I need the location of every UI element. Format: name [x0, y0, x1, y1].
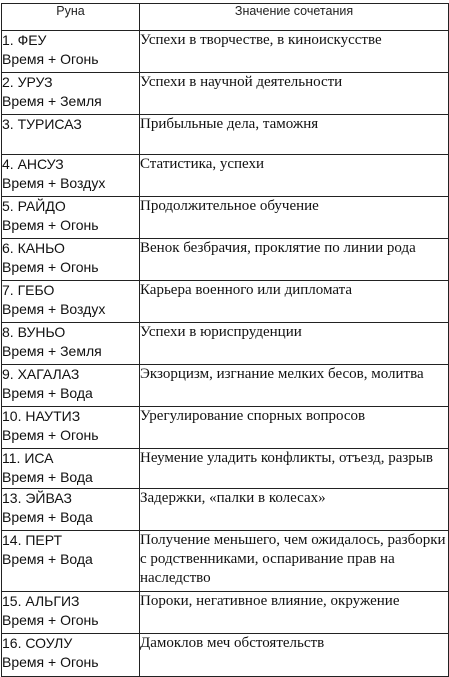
rune-cell: [2, 155, 140, 197]
meaning-cell: Урегулирование спорных вопросов: [140, 407, 449, 449]
meaning-cell: Получение меньшего, чем ожидалось, разборки с родственниками, оспаривание прав на наследство: [140, 531, 449, 592]
rune-cell: [2, 197, 140, 239]
rune-elements: Время + Земля: [2, 93, 102, 109]
meaning-cell: Экзорцизм, изгнание мелких бесов, молитва: [140, 365, 449, 407]
rune-meanings-table: [1, 3, 449, 677]
rune-elements: Время + Огонь: [2, 612, 99, 628]
rune-elements: Время + Вода: [2, 469, 93, 485]
rune-elements: Время + Огонь: [2, 259, 99, 275]
table-row: [2, 239, 449, 281]
rune-elements: Время + Вода: [2, 551, 93, 567]
table-row: [2, 634, 449, 677]
rune-elements: Время + Огонь: [2, 51, 99, 67]
meaning-cell: Венок безбрачия, проклятие по линии рода: [140, 239, 449, 281]
rune-name: 11. ИСА: [2, 450, 54, 466]
rune-name: 8. ВУНЬО: [2, 324, 66, 340]
meaning-cell: Неумение уладить конфликты, отъезд, разрыв: [140, 449, 449, 489]
rune-cell: [2, 365, 140, 407]
rune-name: 15. АЛЬГИЗ: [2, 593, 80, 609]
rune-cell: [2, 634, 140, 677]
rune-elements: Время + Земля: [2, 343, 102, 359]
table-row: [2, 365, 449, 407]
table-body: [2, 31, 449, 677]
rune-name: 10. НАУТИЗ: [2, 408, 81, 424]
rune-name: 7. ГЕБО: [2, 282, 55, 298]
table-row: [2, 592, 449, 634]
rune-elements: Время + Огонь: [2, 427, 99, 443]
table-row: [2, 281, 449, 323]
rune-name: 16. СОУЛУ: [2, 635, 73, 651]
rune-cell: [2, 281, 140, 323]
table-header-row: [2, 4, 449, 31]
rune-elements: Время + Огонь: [2, 654, 99, 670]
meaning-cell: Статистика, успехи: [140, 155, 449, 197]
rune-elements: Время + Вода: [2, 385, 93, 401]
rune-name: 1. ФЕУ: [2, 32, 47, 48]
rune-cell: [2, 592, 140, 634]
rune-name: 3. ТУРИСАЗ: [2, 116, 82, 132]
meaning-cell: Успехи в юриспруденции: [140, 323, 449, 365]
rune-elements: Время + Воздух: [2, 301, 106, 317]
table-row: [2, 449, 449, 489]
header-meaning: Значение сочетания: [140, 4, 449, 31]
meaning-cell: Дамоклов меч обстоятельств: [140, 634, 449, 677]
meaning-cell: Успехи в творчестве, в киноискусстве: [140, 31, 449, 73]
table-row: [2, 197, 449, 239]
rune-name: 5. РАЙДО: [2, 198, 66, 214]
rune-cell: [2, 407, 140, 449]
table-row: [2, 531, 449, 592]
rune-cell: [2, 31, 140, 73]
meaning-cell: Задержки, «палки в колесах»: [140, 489, 449, 531]
rune-cell: [2, 73, 140, 115]
table-row: [2, 407, 449, 449]
header-rune: Руна: [2, 4, 140, 31]
rune-name: 2. УРУЗ: [2, 74, 53, 90]
meaning-cell: Продолжительное обучение: [140, 197, 449, 239]
meaning-cell: Прибыльные дела, таможня: [140, 115, 449, 155]
meaning-cell: Пороки, негативное влияние, окружение: [140, 592, 449, 634]
rune-name: 9. ХАГАЛАЗ: [2, 366, 80, 382]
rune-cell: [2, 239, 140, 281]
rune-cell: [2, 449, 140, 489]
table-row: [2, 73, 449, 115]
rune-cell: [2, 531, 140, 592]
rune-elements: Время + Воздух: [2, 175, 106, 191]
table-row: [2, 323, 449, 365]
table-row: [2, 489, 449, 531]
rune-name: 14. ПЕРТ: [2, 532, 63, 548]
rune-name: 4. АНСУЗ: [2, 156, 64, 172]
table-row: [2, 31, 449, 73]
rune-name: 13. ЭЙВАЗ: [2, 490, 72, 506]
rune-elements: Время + Вода: [2, 509, 93, 525]
meaning-cell: Успехи в научной деятельности: [140, 73, 449, 115]
rune-elements: Время + Огонь: [2, 217, 99, 233]
rune-cell: [2, 115, 140, 155]
rune-cell: [2, 489, 140, 531]
meaning-cell: Карьера военного или дипломата: [140, 281, 449, 323]
rune-name: 6. КАНЬО: [2, 240, 65, 256]
table-row: [2, 155, 449, 197]
rune-cell: [2, 323, 140, 365]
table-row: [2, 115, 449, 155]
